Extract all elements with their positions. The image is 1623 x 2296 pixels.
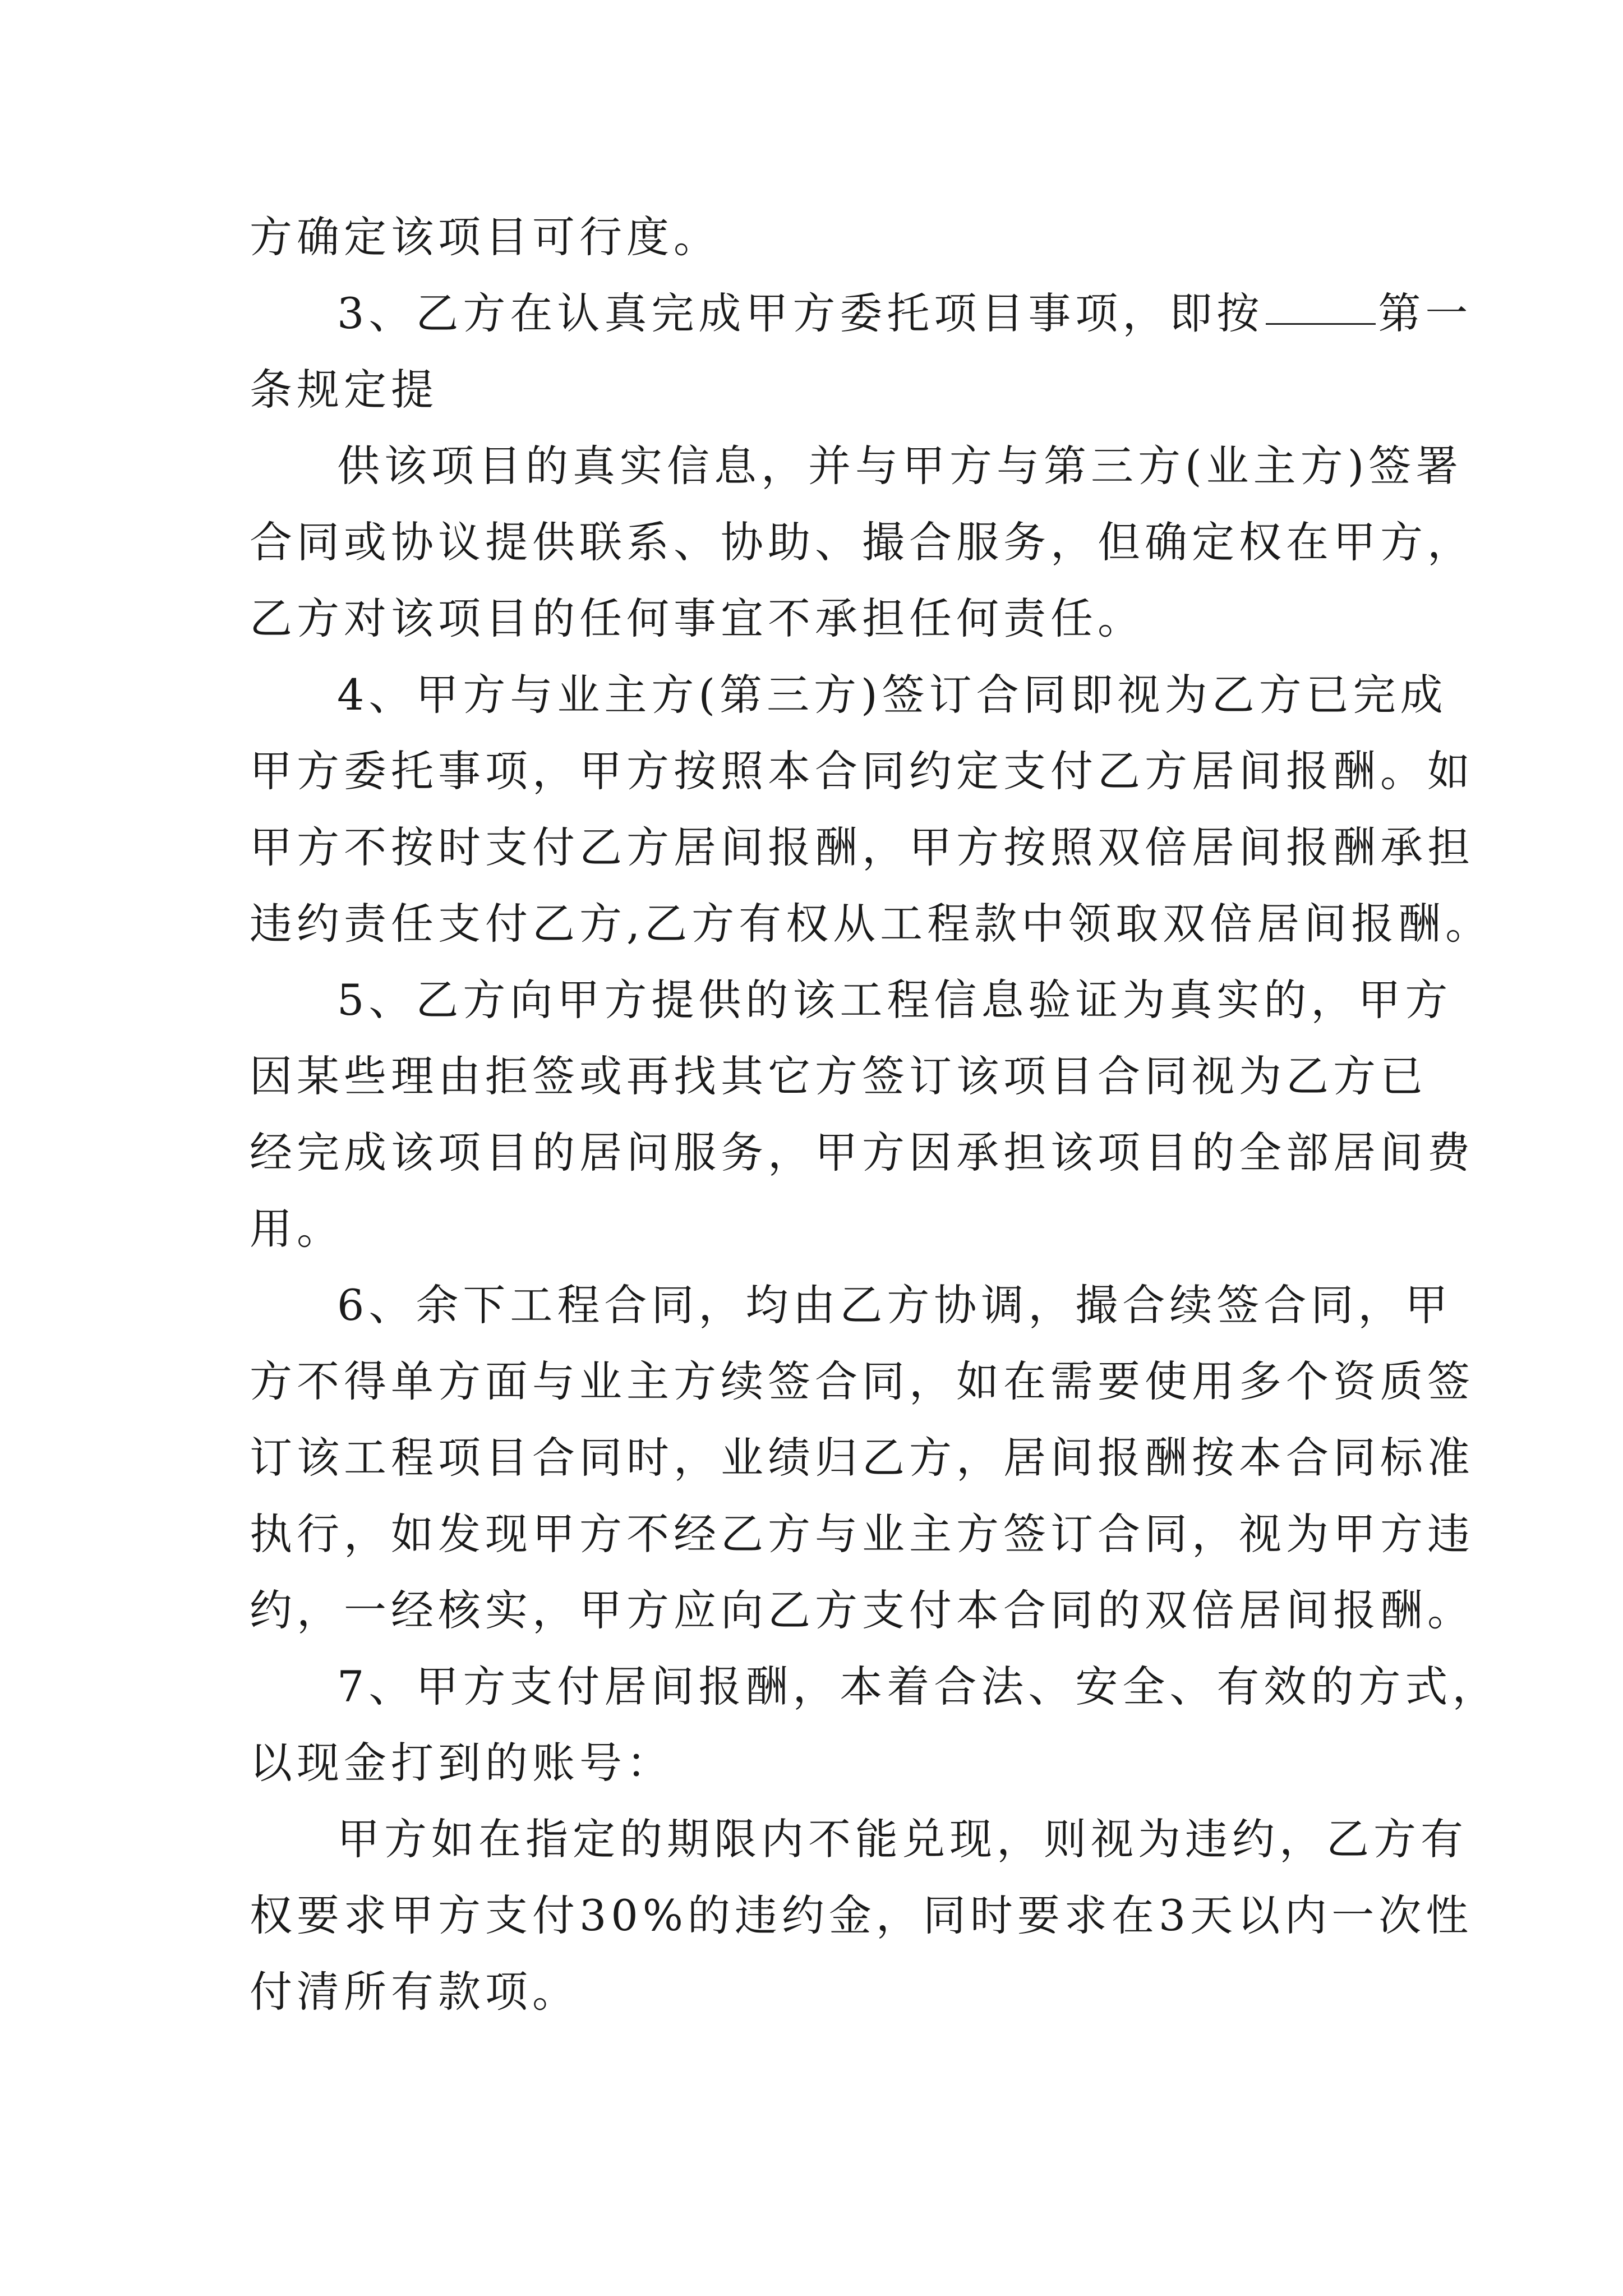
text-line: 付清所有款项。 — [250, 1967, 579, 2017]
text-fragment: 3、乙方在认真完成甲方委托项目事项，即按 — [337, 288, 1264, 338]
text-line: 方不得单方面与业主方续签合同，如在需要使用多个资质签 — [250, 1356, 1474, 1406]
text-line: 供该项目的真实信息，并与甲方与第三方(业主方)签署 — [337, 441, 1463, 491]
text-line: 以现金打到的账号： — [250, 1738, 674, 1788]
fill-in-blank — [1266, 323, 1376, 325]
text-line: 合同或协议提供联系、协助、撮合服务，但确定权在甲方， — [250, 517, 1474, 567]
text-line: 7、甲方支付居间报酬，本着合法、安全、有效的方式， — [337, 1662, 1500, 1711]
text-line: 条规定提 — [250, 365, 438, 415]
text-fragment: 第一 — [1378, 288, 1473, 338]
clause-3-line — [250, 275, 1473, 352]
text-line: 因某些理由拒签或再找其它方签订该项目合同视为乙方已 — [250, 1051, 1427, 1101]
contract-body — [250, 199, 1500, 2030]
text-line: 甲方委托事项，甲方按照本合同约定支付乙方居间报酬。如 — [250, 746, 1474, 796]
text-line: 甲方不按时支付乙方居间报酬，甲方按照双倍居间报酬承担 — [250, 822, 1474, 872]
text-line: 权要求甲方支付30%的违约金，同时要求在3天以内一次性 — [250, 1890, 1473, 1940]
text-line: 执行，如发现甲方不经乙方与业主方签订合同，视为甲方违 — [250, 1509, 1474, 1559]
text-line: 违约责任支付乙方,乙方有权从工程款中领取双倍居间报酬。 — [250, 899, 1493, 949]
text-line: 方确定该项目可行度。 — [250, 212, 721, 262]
text-line: 乙方对该项目的任何事宜不承担任何责任。 — [250, 593, 1145, 643]
text-line: 经完成该项目的居问服务，甲方因承担该项目的全部居间费 — [250, 1128, 1474, 1177]
text-line: 订该工程项目合同时，业绩归乙方，居间报酬按本合同标准 — [250, 1433, 1474, 1483]
text-line: 甲方如在指定的期限内不能兑现，则视为违约，乙方有 — [337, 1814, 1468, 1864]
text-line: 6、余下工程合同，均由乙方协调，撮合续签合同，甲 — [337, 1280, 1453, 1330]
text-line: 约，一经核实，甲方应向乙方支付本合同的双倍居间报酬。 — [250, 1585, 1474, 1635]
text-line: 5、乙方向甲方提供的该工程信息验证为真实的，甲方 — [337, 975, 1453, 1025]
text-line: 用。 — [250, 1204, 344, 1254]
text-line: 4、甲方与业主方(第三方)签订合同即视为乙方已完成 — [337, 670, 1447, 720]
